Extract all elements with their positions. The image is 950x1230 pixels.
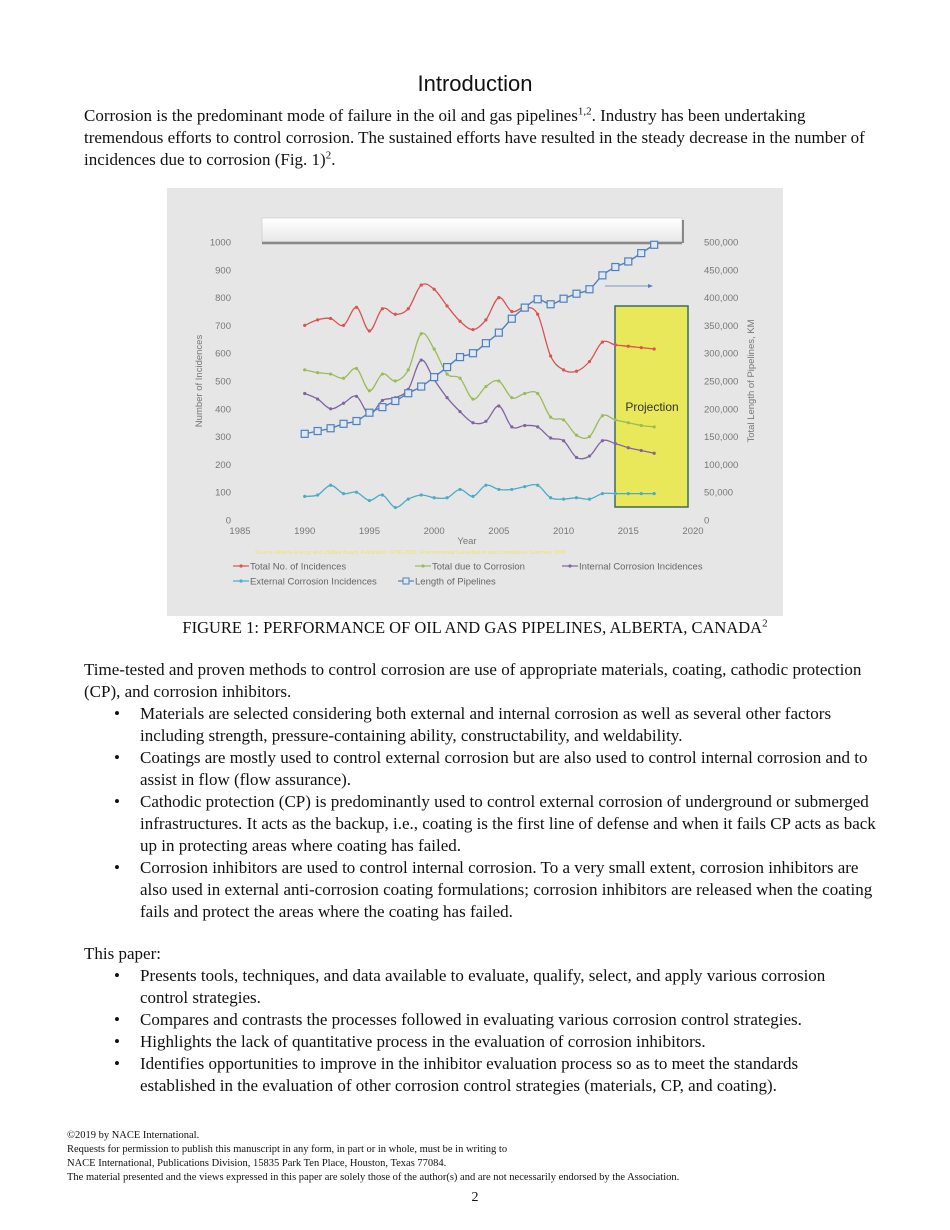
data-point [508, 315, 515, 322]
list-item: • Cathodic protection (CP) is predominantly used to control external corrosion of underground or submerged infrastructures. It acts as the backup, i.e., coating is the first line of defense and when it fails CP acts as back up in protecting areas where coating has failed. [84, 791, 884, 857]
data-point [457, 354, 464, 361]
data-point [301, 430, 308, 437]
x-tick-label: 2020 [682, 526, 704, 537]
data-point [420, 493, 423, 496]
data-point [521, 304, 528, 311]
list-item: • Compares and contrasts the processes followed in evaluating various corrosion control strategies. [84, 1009, 870, 1031]
page-number: 2 [471, 1190, 479, 1205]
data-point [445, 304, 448, 307]
footer [67, 1129, 887, 1185]
y-tick-label-right: 0 [704, 515, 710, 527]
data-point [612, 264, 619, 271]
data-point [303, 495, 306, 498]
data-point [469, 350, 476, 357]
data-point [614, 442, 617, 445]
data-point [614, 343, 617, 346]
data-point [575, 370, 578, 373]
data-point [586, 286, 593, 293]
data-point [379, 404, 386, 411]
paper-list [84, 965, 884, 1097]
data-point [355, 395, 358, 398]
y-tick-label-left: 400 [215, 404, 231, 416]
data-point [471, 421, 474, 424]
data-point [407, 368, 410, 371]
x-tick-label: 1995 [358, 526, 380, 537]
data-point [329, 372, 332, 375]
y-tick-label-right: 150,000 [704, 432, 739, 444]
y-tick-label-left: 0 [225, 515, 231, 527]
data-point [573, 290, 580, 297]
data-point [549, 436, 552, 439]
data-point [523, 392, 526, 395]
data-point [342, 324, 345, 327]
data-point [599, 272, 606, 279]
data-point [431, 374, 438, 381]
data-point [510, 396, 513, 399]
footer-line: Requests for permission to publish this manuscript in any form, in part or in whole, must be in writing to [67, 1144, 508, 1155]
data-point [562, 439, 565, 442]
data-point [433, 288, 436, 291]
data-point [588, 498, 591, 501]
data-point [653, 492, 656, 495]
list-item: • Coatings are mostly used to control external corrosion but are also used to control internal corrosion and to assist in flow (flow assurance). [84, 747, 884, 791]
list-item: • Corrosion inhibitors are used to control internal corrosion. To a very small extent, corrosion inhibitors are also used in external anti-corrosion coating formulations; corrosion inhibitors are released when the coating fails and protect the areas where the coating has failed. [84, 857, 884, 923]
data-point [394, 506, 397, 509]
legend-label: External Corrosion Incidences [250, 576, 377, 588]
data-point [355, 491, 358, 494]
data-point [523, 424, 526, 427]
y-tick-label-right: 500,000 [704, 237, 739, 249]
footer-disclaimer: The material presented and the views expressed in this paper are solely those of the author(s) and are not necessarily endorsed by the Association. [67, 1172, 680, 1183]
data-point [484, 420, 487, 423]
y-tick-label-left: 500 [215, 376, 231, 388]
data-point [638, 250, 645, 257]
data-point [484, 318, 487, 321]
data-point [497, 379, 500, 382]
data-point [420, 332, 423, 335]
series-line-total-no-of-incidences [305, 284, 655, 372]
data-point [484, 385, 487, 388]
x-tick-label: 1990 [294, 526, 316, 537]
data-point [640, 424, 643, 427]
x-tick-label: 2000 [423, 526, 445, 537]
data-point [342, 492, 345, 495]
data-point [329, 317, 332, 320]
y-tick-label-right: 400,000 [704, 293, 739, 305]
data-point [445, 372, 448, 375]
citation: 2 [762, 617, 768, 630]
chart-banner [262, 218, 682, 242]
data-point [640, 449, 643, 452]
data-point [407, 498, 410, 501]
chart [167, 188, 783, 616]
caption-text: FIGURE 1: PERFORMANCE OF OIL AND GAS PIPELINES, ALBERTA, CANADA [182, 618, 763, 637]
data-point [627, 421, 630, 424]
legend-label: Total due to Corrosion [432, 561, 525, 573]
y-tick-label-left: 100 [215, 487, 231, 499]
data-point [510, 425, 513, 428]
y-tick-label-left: 900 [215, 265, 231, 277]
data-point [381, 493, 384, 496]
legend-marker [421, 564, 424, 567]
data-point [303, 368, 306, 371]
data-point [627, 345, 630, 348]
data-point [340, 420, 347, 427]
data-point [445, 496, 448, 499]
data-point [314, 428, 321, 435]
legend-marker [403, 578, 409, 584]
legend-marker [568, 564, 571, 567]
data-point [353, 418, 360, 425]
footer-line: NACE International, Publications Division, 15835 Park Ten Place, Houston, Texas 77084. [67, 1158, 447, 1169]
data-point [651, 241, 658, 248]
data-point [355, 367, 358, 370]
data-point [420, 359, 423, 362]
y-tick-label-left: 1000 [209, 237, 231, 249]
data-point [601, 414, 604, 417]
list-item: • Presents tools, techniques, and data available to evaluate, qualify, select, and apply various corrosion control strategies. [84, 965, 870, 1009]
data-point [484, 484, 487, 487]
series-line-external-corrosion-incidences [305, 485, 655, 508]
data-point [405, 390, 412, 397]
data-point [420, 283, 423, 286]
y-tick-label-right: 200,000 [704, 404, 739, 416]
citation: 2 [325, 149, 332, 162]
x-tick-label: 1985 [229, 526, 251, 537]
data-point [394, 379, 397, 382]
projection-label: Projection [625, 400, 679, 414]
data-point [627, 446, 630, 449]
data-point [510, 488, 513, 491]
data-point [368, 389, 371, 392]
data-point [601, 492, 604, 495]
y-tick-label-left: 600 [215, 348, 231, 360]
x-tick-label: 2005 [488, 526, 510, 537]
data-point [329, 407, 332, 410]
data-point [575, 434, 578, 437]
data-point [497, 296, 500, 299]
data-point [433, 496, 436, 499]
data-point [329, 484, 332, 487]
data-point [562, 368, 565, 371]
data-point [627, 492, 630, 495]
data-point [497, 404, 500, 407]
intro-text: . [331, 150, 336, 169]
y-tick-label-right: 250,000 [704, 376, 739, 388]
data-point [418, 383, 425, 390]
x-tick-label: 2015 [617, 526, 639, 537]
data-point [588, 360, 591, 363]
data-point [549, 354, 552, 357]
data-point [588, 454, 591, 457]
methods-list [84, 703, 884, 923]
projection-arrowhead [648, 284, 653, 288]
data-point [497, 488, 500, 491]
y-axis-left-title: Number of Incidences [194, 334, 205, 428]
data-point [368, 329, 371, 332]
data-point [625, 258, 632, 265]
y-tick-label-right: 50,000 [704, 487, 734, 499]
data-point [458, 410, 461, 413]
data-point [575, 496, 578, 499]
data-point [547, 301, 554, 308]
data-point [536, 425, 539, 428]
x-tick-label: 2010 [553, 526, 575, 537]
data-point [575, 456, 578, 459]
list-item: • Identifies opportunities to improve in the inhibitor evaluation process so as to meet the standards established in the evaluation of other corrosion control strategies (materials, CP, and coating). [84, 1053, 870, 1097]
legend [233, 562, 703, 588]
data-point [534, 296, 541, 303]
data-point [368, 499, 371, 502]
data-point [407, 307, 410, 310]
data-point [381, 372, 384, 375]
data-point [653, 425, 656, 428]
figure-caption [0, 618, 950, 638]
data-point [536, 392, 539, 395]
list-item: • Materials are selected considering both external and internal corrosion as well as several other factors including strength, pressure-containing ability, constructability, and weldability. [84, 703, 884, 747]
data-point [471, 328, 474, 331]
methods-paragraph: Time-tested and proven methods to control corrosion are use of appropriate materials, coating, cathodic protection (CP), and corrosion inhibitors. [84, 660, 862, 701]
data-point [316, 397, 319, 400]
data-point [601, 439, 604, 442]
y-tick-label-right: 100,000 [704, 459, 739, 471]
data-point [549, 416, 552, 419]
footer-copyright: ©2019 by NACE International. [67, 1130, 200, 1141]
data-point [510, 310, 513, 313]
data-point [471, 397, 474, 400]
data-point [614, 418, 617, 421]
data-point [303, 324, 306, 327]
intro-text: . Industry has been undertaking tremendous efforts to control corrosion. The sustained efforts have resulted in the steady decrease in the number of incidences due to corrosion (Fig. 1) [84, 106, 865, 169]
y-tick-label-left: 300 [215, 432, 231, 444]
paper-intro: This paper: [84, 944, 161, 963]
data-point [394, 313, 397, 316]
data-point [445, 396, 448, 399]
data-point [316, 371, 319, 374]
data-point [653, 452, 656, 455]
data-point [342, 402, 345, 405]
legend-label: Internal Corrosion Incidences [579, 561, 703, 573]
data-point [482, 340, 489, 347]
y-axis-right-title: Total Length of Pipelines, KM [746, 319, 757, 443]
data-point [562, 498, 565, 501]
data-point [640, 492, 643, 495]
intro-paragraph [84, 105, 874, 171]
data-point [471, 495, 474, 498]
data-point [392, 398, 399, 405]
data-point [536, 484, 539, 487]
data-point [303, 392, 306, 395]
list-item: • Highlights the lack of quantitative process in the evaluation of corrosion inhibitors. [84, 1031, 870, 1053]
data-point [342, 377, 345, 380]
y-tick-label-left: 200 [215, 459, 231, 471]
data-point [355, 306, 358, 309]
x-axis-title: Year [457, 536, 477, 547]
legend-marker [239, 579, 242, 582]
data-point [316, 318, 319, 321]
data-point [433, 347, 436, 350]
data-point [444, 364, 451, 371]
legend-label: Total No. of Incidences [250, 561, 347, 573]
data-point [381, 307, 384, 310]
data-point [316, 493, 319, 496]
data-point [588, 435, 591, 438]
series-line-internal-corrosion-incidences [305, 360, 655, 459]
data-point [366, 409, 373, 416]
citation: 1,2 [577, 105, 592, 118]
data-point [536, 313, 539, 316]
data-point [614, 492, 617, 495]
data-point [653, 347, 656, 350]
section-heading: Introduction [417, 71, 533, 96]
y-tick-label-left: 800 [215, 293, 231, 305]
y-tick-label-right: 350,000 [704, 320, 739, 332]
y-tick-label-right: 450,000 [704, 265, 739, 277]
intro-text: Corrosion is the predominant mode of failure in the oil and gas pipelines [84, 106, 578, 125]
data-point [523, 485, 526, 488]
y-tick-label-right: 300,000 [704, 348, 739, 360]
legend-marker [239, 564, 242, 567]
source-note: Source: Alberta Energy and Utilities Board, Publication ST90-2003; Environmental Surveillance and Compliance Summary 2009 [255, 550, 567, 556]
data-point [640, 346, 643, 349]
data-point [601, 340, 604, 343]
data-point [495, 329, 502, 336]
data-point [549, 496, 552, 499]
data-point [458, 320, 461, 323]
data-point [458, 377, 461, 380]
data-point [562, 418, 565, 421]
legend-label: Length of Pipelines [415, 576, 496, 588]
data-point [381, 399, 384, 402]
data-point [458, 488, 461, 491]
data-point [560, 295, 567, 302]
figure-1 [167, 188, 783, 616]
y-tick-label-left: 700 [215, 320, 231, 332]
data-point [327, 425, 334, 432]
